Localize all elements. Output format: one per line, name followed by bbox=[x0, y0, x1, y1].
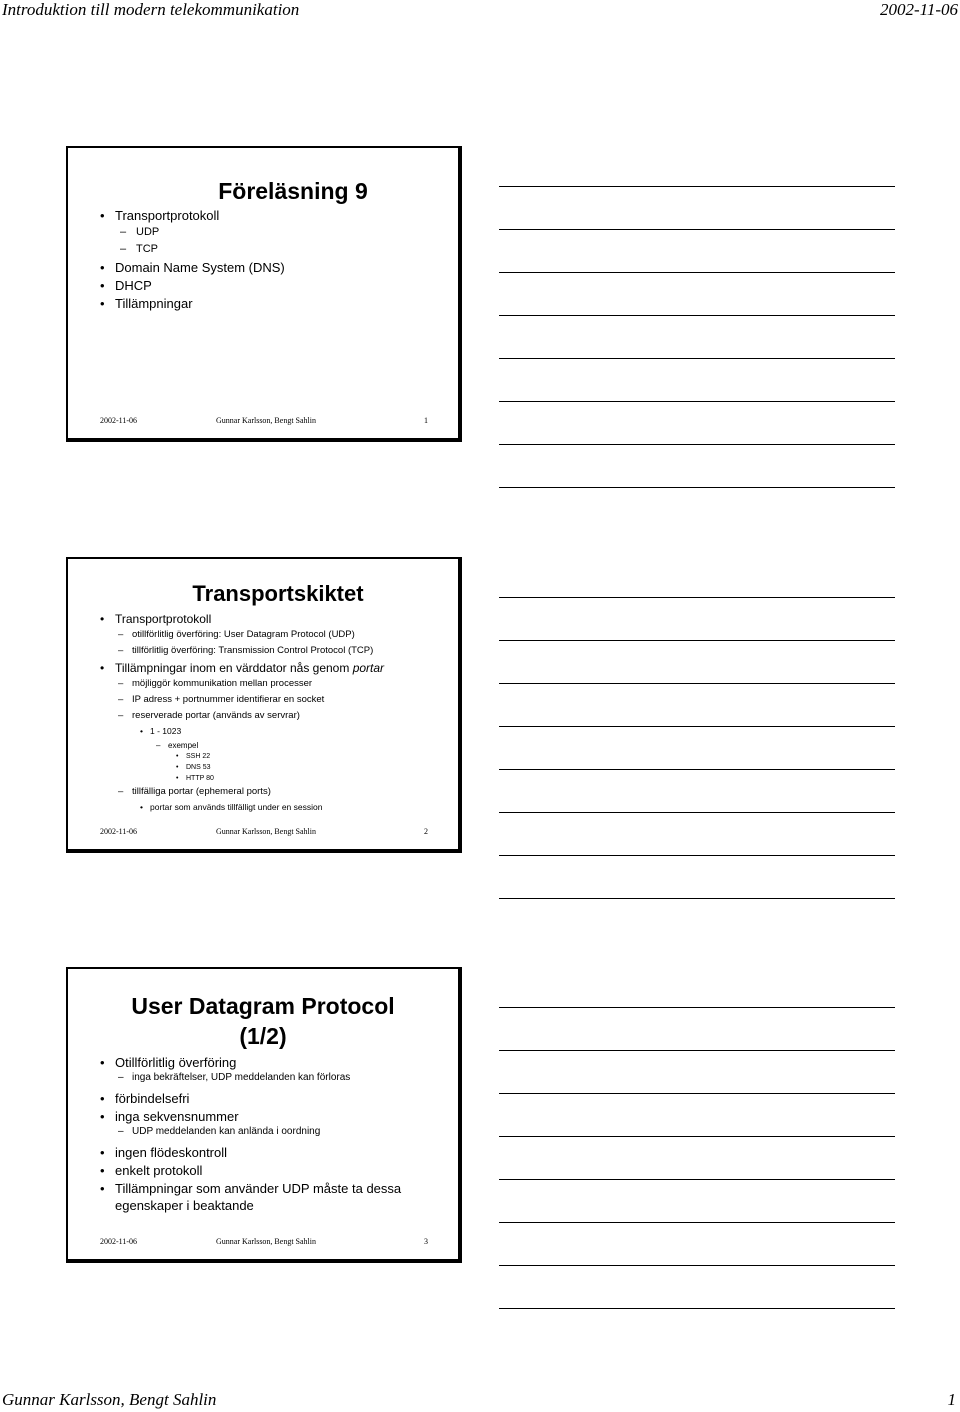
note-line bbox=[499, 186, 895, 187]
sub-bullet-item: – inga bekräftelser, UDP meddelanden kan förloras bbox=[68, 1072, 458, 1090]
bullet-icon bbox=[176, 753, 178, 760]
note-line bbox=[499, 1007, 895, 1008]
sub-bullet-item: – UDP bbox=[68, 226, 458, 243]
header-date: 2002-11-06 bbox=[879, 0, 958, 19]
dash-icon bbox=[118, 678, 123, 689]
slide-2 bbox=[66, 557, 462, 853]
note-line bbox=[499, 1222, 895, 1223]
note-line bbox=[499, 1136, 895, 1137]
level5-item: • HTTP 80 bbox=[68, 775, 458, 786]
bullet-icon bbox=[100, 1162, 105, 1179]
note-line bbox=[499, 1050, 895, 1051]
note-line bbox=[499, 683, 895, 684]
note-line bbox=[499, 726, 895, 727]
slide-title bbox=[88, 991, 438, 1051]
slide-1 bbox=[66, 146, 462, 442]
sub-bullet-item: – UDP meddelanden kan anlända i oordning bbox=[68, 1126, 458, 1144]
dash-icon bbox=[118, 1126, 124, 1137]
slide-footer bbox=[68, 1237, 458, 1251]
bullet-item: • förbindelsefri bbox=[68, 1090, 458, 1108]
slide-body bbox=[68, 612, 458, 817]
slide-footer bbox=[68, 827, 458, 841]
slide-date: 2002-11-06 bbox=[100, 416, 138, 425]
sub-bullet-item: – tillfälliga portar (ephemeral ports) bbox=[68, 786, 458, 802]
sub-bullet-item: – IP adress + portnummer identifierar en socket bbox=[68, 694, 458, 710]
sub-bullet-item: – otillförlitlig överföring: User Datagram Protocol (UDP) bbox=[68, 629, 458, 645]
note-line bbox=[499, 640, 895, 641]
bullet-icon bbox=[100, 1108, 105, 1125]
note-line bbox=[499, 1179, 895, 1180]
notes-lines bbox=[499, 186, 895, 530]
bullet-icon bbox=[100, 260, 105, 275]
level5-item: • SSH 22 bbox=[68, 753, 458, 764]
sub-bullet-item: – reserverade portar (används av servrar) bbox=[68, 710, 458, 726]
bullet-item: • Transportprotokoll bbox=[68, 612, 458, 629]
note-line bbox=[499, 229, 895, 230]
slide-authors: Gunnar Karlsson, Bengt Sahlin bbox=[216, 416, 316, 425]
page-number: 1 bbox=[947, 1390, 956, 1409]
bullet-icon bbox=[100, 1090, 105, 1107]
note-line bbox=[499, 358, 895, 359]
notes-lines bbox=[499, 1007, 895, 1351]
slide-authors: Gunnar Karlsson, Bengt Sahlin bbox=[216, 827, 316, 836]
dash-icon bbox=[118, 786, 123, 797]
sub-sub-bullet-item: • portar som används tillfälligt under en session bbox=[68, 802, 458, 817]
slide-authors: Gunnar Karlsson, Bengt Sahlin bbox=[216, 1237, 316, 1246]
sub-sub-bullet-item: • 1 - 1023 bbox=[68, 726, 458, 741]
bullet-item: • DHCP bbox=[68, 278, 458, 296]
bullet-item: • Tillämpningar inom en värddator nås genom portar bbox=[68, 661, 458, 678]
bullet-icon bbox=[100, 661, 104, 675]
note-line bbox=[499, 272, 895, 273]
page-footer bbox=[0, 1390, 960, 1412]
note-line bbox=[499, 401, 895, 402]
note-line bbox=[499, 487, 895, 488]
bullet-icon bbox=[176, 775, 178, 782]
dash-icon bbox=[120, 226, 126, 238]
note-line bbox=[499, 315, 895, 316]
bullet-item: • ingen flödeskontroll bbox=[68, 1144, 458, 1162]
bullet-item: • Transportprotokoll bbox=[68, 208, 458, 226]
note-line bbox=[499, 1308, 895, 1309]
page-header bbox=[0, 0, 960, 20]
bullet-item: • inga sekvensnummer bbox=[68, 1108, 458, 1126]
bullet-icon bbox=[176, 764, 178, 771]
bullet-icon bbox=[140, 726, 143, 736]
sub-bullet-item: – TCP bbox=[68, 243, 458, 260]
sub-bullet-item: – möjliggör kommunikation mellan processer bbox=[68, 678, 458, 694]
slide-title-line: User Datagram Protocol bbox=[131, 993, 395, 1019]
note-line bbox=[499, 898, 895, 899]
emphasis-text: portar bbox=[352, 661, 385, 675]
slide-body bbox=[68, 1054, 458, 1216]
dash-icon bbox=[118, 629, 123, 640]
slide-date: 2002-11-06 bbox=[100, 1237, 138, 1246]
bullet-item: • Domain Name System (DNS) bbox=[68, 260, 458, 278]
bullet-item: • enkelt protokoll bbox=[68, 1162, 458, 1180]
bullet-icon bbox=[100, 278, 105, 293]
dash-icon bbox=[118, 710, 123, 721]
bullet-icon bbox=[100, 1144, 105, 1161]
bullet-item: • Otillförlitlig överföring bbox=[68, 1054, 458, 1072]
bullet-icon bbox=[140, 802, 143, 812]
bullet-icon bbox=[100, 1054, 105, 1071]
footer-authors: Gunnar Karlsson, Bengt Sahlin bbox=[2, 1390, 217, 1409]
slide-number: 2 bbox=[424, 827, 428, 836]
dash-icon bbox=[118, 1072, 124, 1083]
slide-title-line: (1/2) bbox=[239, 1023, 287, 1049]
dash-icon bbox=[156, 741, 160, 750]
note-line bbox=[499, 1093, 895, 1094]
notes-lines bbox=[499, 597, 895, 941]
bullet-icon bbox=[100, 1180, 105, 1197]
dash-icon bbox=[118, 645, 123, 656]
note-line bbox=[499, 444, 895, 445]
slide-date: 2002-11-06 bbox=[100, 827, 138, 836]
slide-number: 3 bbox=[424, 1237, 428, 1246]
bullet-icon bbox=[100, 208, 105, 223]
note-line bbox=[499, 597, 895, 598]
bullet-item: • Tillämpningar bbox=[68, 296, 458, 314]
bullet-icon bbox=[100, 296, 105, 311]
slide-3 bbox=[66, 967, 462, 1263]
note-line bbox=[499, 1265, 895, 1266]
note-line bbox=[499, 855, 895, 856]
level4-item: – exempel bbox=[68, 741, 458, 753]
level5-item: • DNS 53 bbox=[68, 764, 458, 775]
bullet-item: • Tillämpningar som använder UDP måste ta dessa egenskaper i beaktande bbox=[68, 1180, 415, 1216]
slide-footer bbox=[68, 416, 458, 430]
slide-body bbox=[68, 208, 458, 314]
dash-icon bbox=[118, 694, 123, 705]
slide-number: 1 bbox=[424, 416, 428, 425]
sub-bullet-item: – tillförlitlig överföring: Transmission Control Protocol (TCP) bbox=[68, 645, 458, 661]
course-title: Introduktion till modern telekommunikation bbox=[2, 0, 300, 19]
slide-title: Föreläsning 9 bbox=[218, 178, 368, 204]
dash-icon bbox=[120, 243, 126, 255]
bullet-icon bbox=[100, 612, 104, 626]
slide-title: Transportskiktet bbox=[192, 581, 364, 606]
note-line bbox=[499, 769, 895, 770]
note-line bbox=[499, 812, 895, 813]
